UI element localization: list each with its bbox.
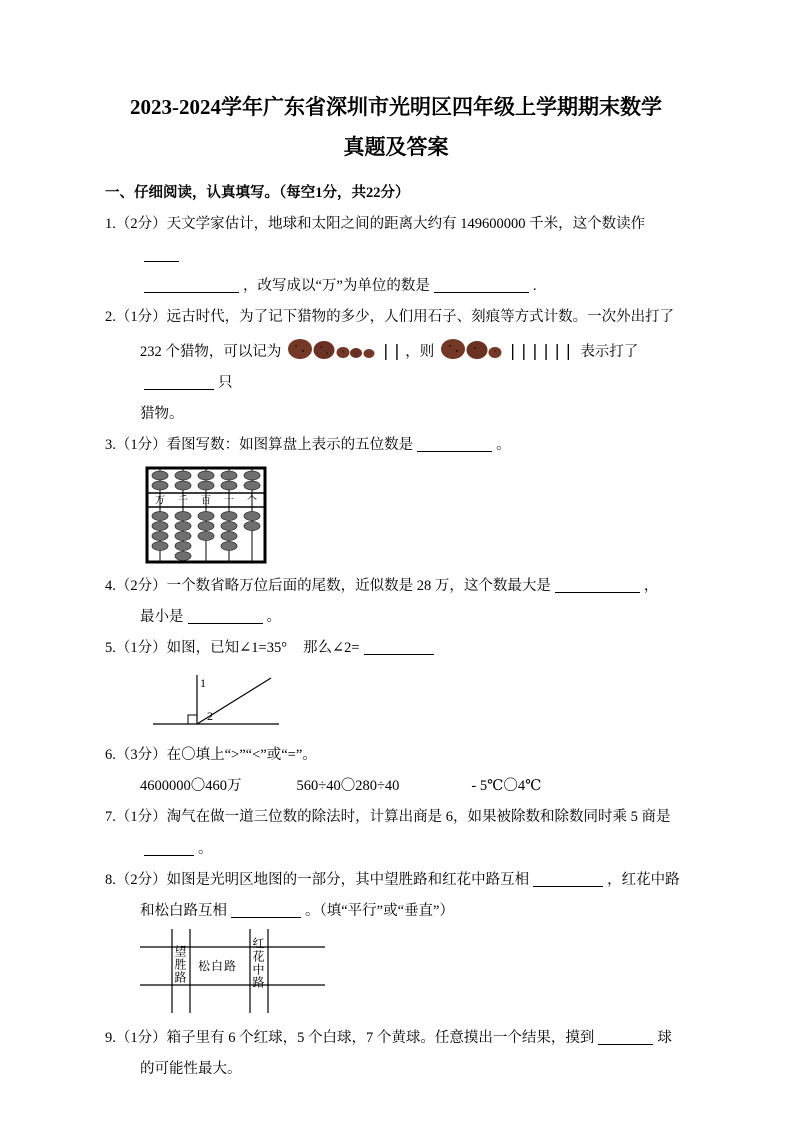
place-label-wan: 万 [155,495,165,507]
question-9 [105,1023,687,1085]
q6-item-1: 4600000〇460万 [140,778,242,795]
place-label-qian: 千 [178,495,188,507]
q2-text-6: 猎物。 [140,406,184,423]
answer-blank [144,246,179,262]
tally-marks-1: || [381,340,404,360]
stone-shapes [441,339,502,359]
q2-text-4: 表示打了 [580,343,639,360]
title-line2: 真题及答案 [343,134,449,159]
q2-text-2: 232 个猎物，可以记为 [140,343,282,360]
q8-text-2: ，红花中路 [607,871,680,888]
tally-marks-2: |||||| [507,340,575,360]
q9-text-1: 9.（1分）箱子里有 6 个红球，5 个白球，7 个黄球。任意摸出一个结果，摸到 [105,1030,595,1047]
q6-text-1: 6.（3分）在〇填上“>”“<”或“=”。 [105,747,317,764]
angle-diagram-icon [145,669,285,733]
place-label-shi: 十 [224,495,234,507]
answer-blank [434,277,529,293]
q8-text-3: 和松白路互相 [140,902,227,919]
question-6 [105,740,687,802]
q7-text-2: 。 [198,840,213,857]
stone-shapes [288,339,375,359]
q3-text-1: 3.（1分）看图写数：如图算盘上表示的五位数是 [105,437,414,454]
q1-text-1: 1.（2分）天文学家估计，地球和太阳之间的距离大约有 149600000 千米，这个数读作 [105,215,646,232]
answer-blank [533,871,603,887]
road-label-wangsheng: 望胜路 [173,945,187,985]
answer-blank [144,840,194,856]
page-content [105,88,687,1085]
q4-text-2: ， [643,578,659,595]
answer-blank [231,902,301,918]
q7-text-1: 7.（1分）淘气在做一道三位数的除法时，计算出商是 6，如果被除数和除数同时乘 5 商是 [105,809,671,826]
place-label-bai: 百 [201,495,211,507]
q9-text-3: 的可能性最大。 [140,1061,242,1078]
q4-text-1: 4.（2分）一个数省略万位后面的尾数，近似数是 28 万，这个数最大是 [105,578,551,595]
q9-text-2: 球 [657,1030,672,1047]
abacus-icon [145,466,267,564]
stones-group-2-icon [440,336,504,363]
section-heading: 一、仔细阅读，认真填写。（每空1分，共22分） [105,184,410,201]
q5-text-2: 那么∠2= [303,640,360,657]
question-8 [105,865,687,927]
stones-group-1-icon [287,336,377,363]
q2-text-3: ，则 [405,343,435,360]
q3-text-2: 。 [496,437,511,454]
answer-blank [188,608,263,624]
q2-text-5: 只 [218,375,233,392]
abacus-figure [145,466,687,568]
question-2 [105,302,687,430]
answer-blank [598,1029,653,1045]
q4-text-4: 。 [266,609,281,626]
map-figure [140,929,325,1013]
question-1 [105,209,687,303]
q6-item-2: 560÷40〇280÷40 [296,778,400,795]
q8-text-4: 。（填“平行”或“垂直”） [305,902,454,919]
angle-1-label: 1 [200,675,206,690]
q1-text-2: ，改写成以“万”为单位的数是 [243,278,430,295]
q4-text-3: 最小是 [140,609,184,626]
question-7 [105,802,687,864]
answer-blank [555,577,640,593]
abacus-place-labels [155,493,257,506]
q1-text-3: . [532,278,537,295]
answer-blank [144,277,239,293]
answer-blank [417,436,492,452]
angle-figure [145,669,687,737]
q5-text-1: 5.（1分）如图，已知∠1=35° [105,640,287,657]
angle-lines [153,675,279,724]
question-4 [105,571,687,633]
road-label-songbai: 松白路 [198,959,238,974]
road-label-honghuazhong: 红花中路 [251,937,265,990]
answer-blank [364,639,434,655]
angle-2-label: 2 [207,708,213,723]
question-3 [105,430,687,461]
q8-text-1: 8.（2分）如图是光明区地图的一部分，其中望胜路和红花中路互相 [105,871,530,888]
q2-text-1: 2.（1分）远古时代，为了记下猎物的多少，人们用石子、刻痕等方式计数。一次外出打了 [105,309,675,326]
title-line1: 2023-2024学年广东省深圳市光明区四年级上学期期末数学 [130,95,662,119]
q6-item-3: - 5℃〇4℃ [471,778,542,795]
page-title [105,88,687,168]
question-5 [105,633,687,664]
place-label-ge: 个 [247,495,257,507]
answer-blank [144,374,214,390]
